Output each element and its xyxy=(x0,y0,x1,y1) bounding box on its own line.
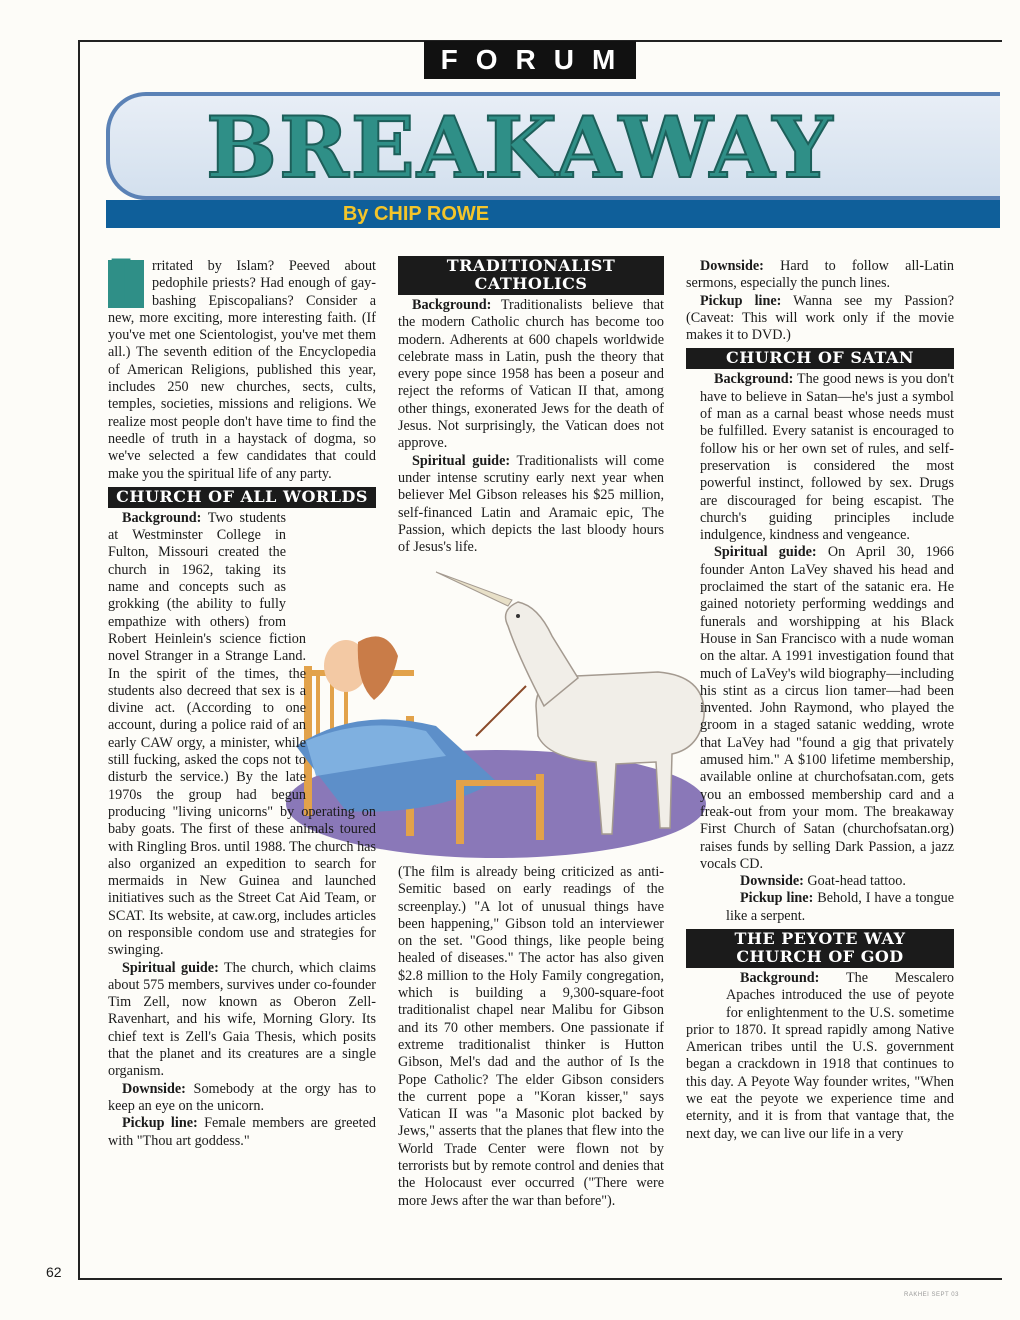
caw-background: Background: Two students at Westminster College in Fulton, Missouri created the church in 1962, taking its name and concepts such as grokking (the ability to fully empathize with others) from Robert Heinlein's science fiction novel Stranger in a Strange Land. In the spirit of the times, the students also decreed that sex is a divine act. (According to one account, during a police raid of an early CAW orgy, a minister, while still fucking, asked the cops not to disturb the service.) By the late 1970s the group had begun producing "living unicorns" by operating on baby goats. The first of these animals toured with Ringling Bros. until 1988. The church has also organized an expedition to search for mermaids in New Guinea and launched initiatives such as the Street Cat Aid Team, or SCAT. Its website, at caw.org, includes articles on responsible condom use and strategies for swinging. xyxy=(108,509,376,959)
title-band xyxy=(106,92,1000,200)
page-number: 62 xyxy=(46,1264,62,1280)
trad-downside: Downside: Hard to follow all-Latin sermons, especially the punch lines. xyxy=(686,258,954,292)
column-2 xyxy=(398,256,664,556)
caw-downside: Downside: Somebody at the orgy has to keep an eye on the unicorn. xyxy=(108,1080,376,1114)
byline: By CHIP ROWE xyxy=(342,203,490,225)
intro-paragraph: I rritated by Islam? Peeved about pedophile priests? Had enough of gay-bashing Episcopalians? Consider a new, more exciting, more interesting faith. (If you've met one Scientologist, you've met them all.) The seventh edition of the Encyclopedia of American Religions, published this year, includes 250 new churches, sects, cults, temples, societies, missions and religions. We realize most people don't have time to find the needle of truth in a haystack of dogma, so we've selected a few candidates that could make you the spiritual life of any party. xyxy=(108,246,376,482)
trad-background: Background: Traditionalists believe that the modern Catholic church has become too modern. Adherents at 600 chapels worldwide celebrate mass in Latin, push the theory that every pope since 1958 has been a poseur and reject the reforms of Vatican II that, among other things, exonerated Jews for the death of Jesus. Not surprisingly, the Vatican does not approve. xyxy=(398,297,664,452)
fine-print: RAKHEI SEPT 03 xyxy=(904,1292,959,1298)
column-1 xyxy=(108,246,376,1150)
caw-pickup: Pickup line: Female members are greeted with "Thou art goddess." xyxy=(108,1115,376,1149)
heading-traditionalist-catholics: TRADITIONALIST CATHOLICS xyxy=(398,256,664,295)
caw-guide: Spiritual guide: The church, which claims about 575 members, survives under co-founder Tim Zell, now known as Oberon Zell-Ravenhart, and his wife, Morning Glory. Its chief text is Zell's Gaia Thesis, which posits that the planet and its creatures are a single organism. xyxy=(108,959,376,1080)
column-2-continued xyxy=(398,864,664,1210)
column-3 xyxy=(686,258,954,1143)
trad-pickup: Pickup line: Wanna see my Passion? (Caveat: This will work only if the movie makes it to DVD.) xyxy=(686,292,954,344)
heading-peyote-way: THE PEYOTE WAY CHURCH OF GOD xyxy=(686,929,954,968)
page-title: BREAKAWAY xyxy=(206,98,835,197)
title-banner xyxy=(106,92,1000,226)
peyote-background: Background: The Mescalero Apaches introduced the use of peyote for enlightenment to the U.S. sometime prior to 1870. It spread rapidly among Native American tribes until the U.S. government began a crackdown in 1918 that continues to this day. A Peyote Way founder writes, "When we eat the peyote we experience time and eternity, and it is from that vantage that, the next day, we can live our life in a very xyxy=(686,969,954,1142)
trad-guide: Spiritual guide: Traditionalists will come under intense scrutiny early next year when believer Mel Gibson releases his $25 million, self-financed Latin and Aramaic epic, The Passion, which depicts the last bloody hours of Jesus's life. xyxy=(398,452,665,556)
section-label: FORUM xyxy=(424,41,636,79)
trad-continued: (The film is already being criticized as anti-Semitic based on early readings of the screenplay.) "A lot of unusual things have been happening," Gibson told an interviewer on the set. "Good things, like people being healed of diseases." The actor has also given $2.8 million to the Holy Family congregation, which is building a 9,300-square-foot traditionalist chapel near Malibu for Gibson and its 70 other members. One passionate if extreme traditionalist thinker is Hutton Gibson, Mel's dad and the author of Is the Pope Catholic? The elder Gibson considers the current pope a "Koran kisser," says Vatican II was "a Masonic plot backed by Jews," asserts that the planes that flew into the World Trade Center were flown not by terrorists but by remote control and denies that the Holocaust ever occurred ("There were more Jews after the war than before"). xyxy=(398,864,664,1209)
satan-downside: Downside: Goat-head tattoo. xyxy=(740,873,906,890)
frame-left-rule xyxy=(78,40,80,1280)
frame-bottom-rule xyxy=(78,1278,1002,1280)
heading-church-of-all-worlds: CHURCH OF ALL WORLDS xyxy=(108,487,376,508)
satan-pickup: Pickup line: Behold, I have a tongue like a serpent. xyxy=(726,890,955,924)
satan-background: Background: The good news is you don't have to believe in Satan—he's just a symbol of man as a carnal beast whose needs must be fulfilled. Every satanist is encouraged to follow his or her own set of rules, and self-preservation is considered the most powerful instinct, followed by sex. Drugs are discouraged for being escapist. The church's guiding principles include indulgence, kindness and vengeance. xyxy=(700,371,954,544)
dropcap: I xyxy=(108,260,144,308)
heading-church-of-satan: CHURCH OF SATAN xyxy=(686,348,954,369)
satan-guide: Spiritual guide: On April 30, 1966 founder Anton LaVey shaved his head and proclaimed the start of the satanic era. He gained notoriety performing weddings and funerals and worshipping at his Black House in San Francisco with a nude woman on the altar. A 1991 investigation found that much of LaVey's wild biography—including his stint as a circus lion tamer—had been invented. John Raymond, who played the groom in a staged satanic wedding, wrote that LaVey had "found a gig that privately amused him." A $100 lifetime membership, available online at churchofsatan.com, gets you an embossed membership card and a freak-out from your mom. The breakaway First Church of Satan (churchofsatan.org) raises funds by selling Dark Passion, a jazz vocals CD. xyxy=(700,544,954,872)
